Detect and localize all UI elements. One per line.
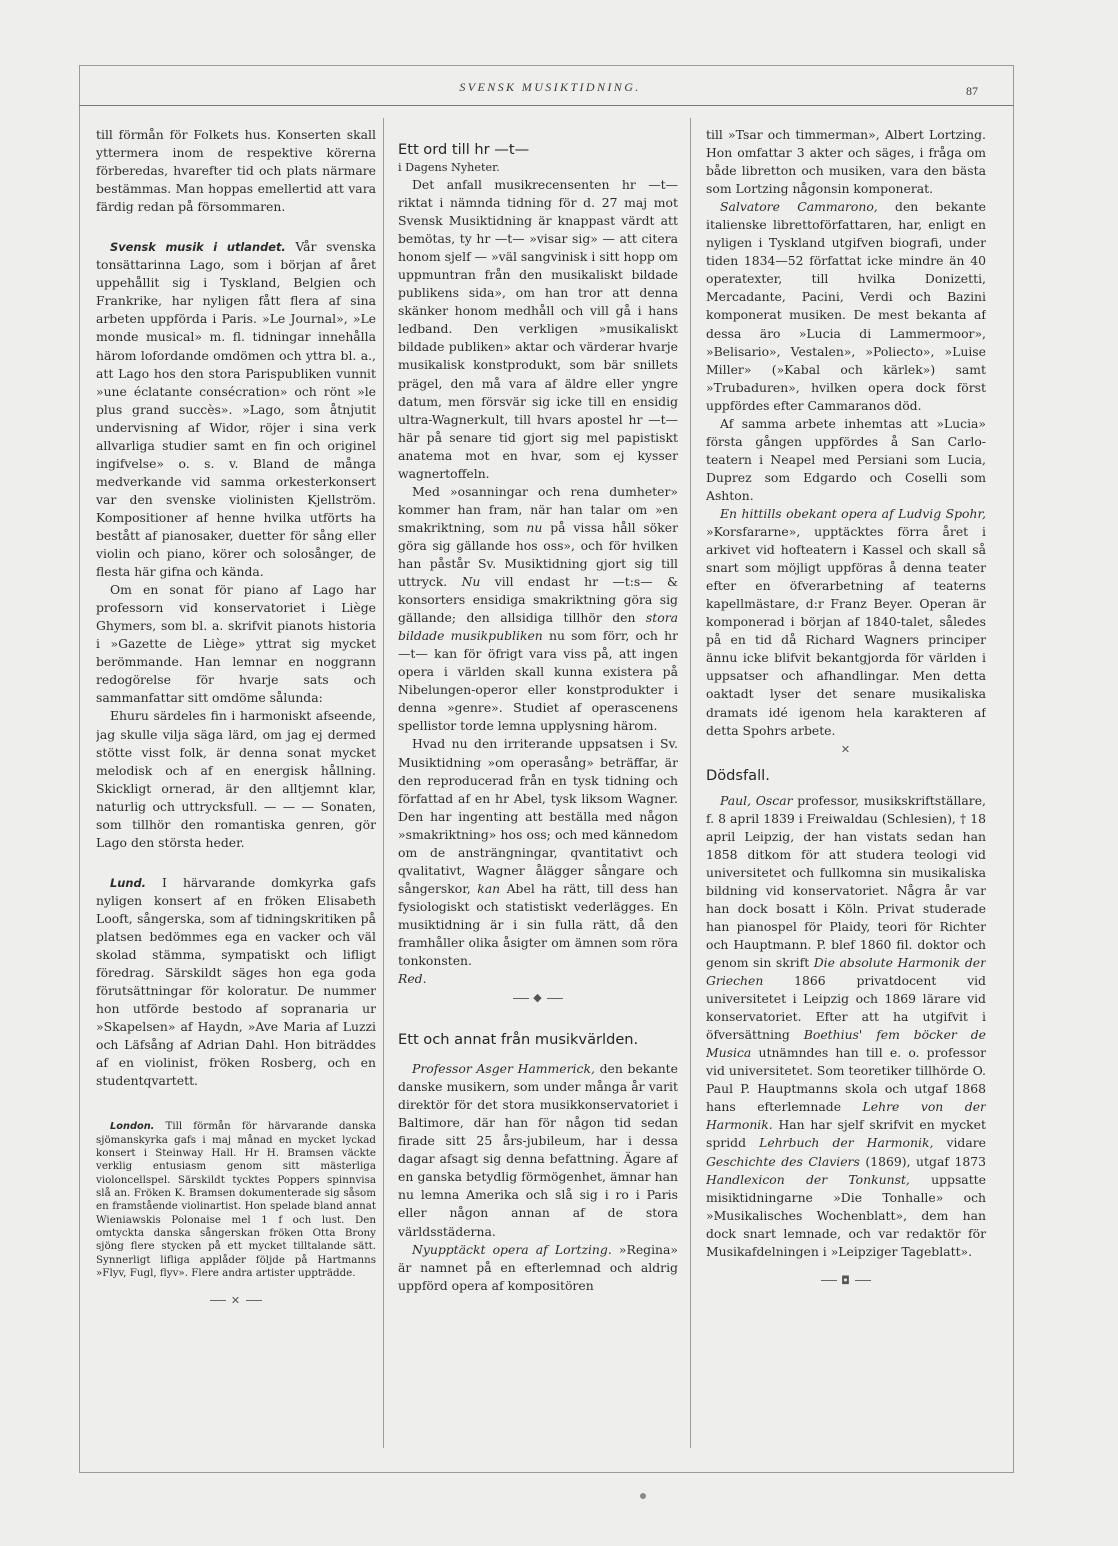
quote-paragraph: Ehuru särdeles fin i harmoniskt afseende, jag skulle vilja säga lärd, om jag ej dermed stötte visst folk, är denna sonat mycket melodisk och af en energisk hållning. Skickligt ornerad, är den alltjemnt klar, naturlig och uttrycksfull. — — — Sonaten, som tillhör den romantiska genren, gör Lago den största heder.: [96, 708, 376, 850]
svensk-musik-text: Vår svenska tonsättarinna Lago, som i början af året uppehållit sig i Tyskland, Belgien och Frankrike, har nyligen fått flera af sina arbeten uppförda i Paris. »Le Journal», »Le monde musical» m. fl. tidningar innehålla härom lofordande omdömen och yttra bl. a., att Lago hos den stora Parispubliken vunnit »une éclatante consécration» och rönt »le plus grand succès». »Lago, som åtnjutit undervisning af Widor, röjer i sina verk allvarliga studier samt en fin och originel ingifvelse» o. s. v. Bland de många medverkande vid samma orkesterkonsert var den svenske violinisten Kjellström. Kompositioner af henne hvilka utförts ha bestått af pianosaker, duetter för sång eller violin och piano, körer och solosånger, de flesta här gifna och kända.: [96, 239, 376, 580]
column-divider-1: [383, 118, 384, 1448]
paul-obituary: Paul, Oscar professor, musikskriftställare, f. 8 april 1839 i Freiwaldau (Schlesien), † 18 april Leipzig, der han vistats sedan han 1858 ditkom för att studera teologi vid universitetet och fullkomna sin musikaliska bildning vid konservatoriet. Några år var han dock bosatt i Köln. Privat studerade han pianospel för Plaidy, teori för Richter och Hauptmann. P. blef 1860 fil. doktor och genom sin skrift Die absolute Harmonik der Griechen 1866 privatdocent vid universitetet i Leipzig och 1869 lärare vid konservatoriet. Efter att ha utgifvit i öfversättning Boethius' fem böcker de Musica utnämndes han till e. o. professor vid universitetet. Som teoretiker tillhörde O. Paul P. Hauptmanns skola och utgaf 1868 hans efterlemnade Lehre von der Harmonik. Han har sjelf skrifvit en mycket spridd Lehrbuch der Harmonik, vidare Geschichte des Claviers (1869), utgaf 1873 Handlexicon der Tonkunst, uppsatte misiktidningarne »Die Tonhalle» och »Musikalisches Wochenblatt», dem han dock snart lemnade, och var redaktör för Musikafdelningen i »Leipziger Tageblatt».: [706, 792, 986, 1259]
editor-signature: Red.: [398, 971, 427, 987]
article-headline-ett-ord: Ett ord till hr —t—: [398, 141, 530, 158]
svensk-musik-heading: Svensk musik i utlandet.: [110, 240, 286, 255]
svensk-musik-article: [96, 238, 376, 581]
london-text: Till förmån för härvarande danska sjömanskyrka gafs i maj månad en mycket lyckad konsert i Steinway Hall. Hr H. Bramsen väckte verklig entusiasm genom sitt mästerliga violoncellspel. Särskildt tycktes Poppers spinnvisa slå an. Fröken K. Bramsen dokumenterade sig såsom en framstående violinartist. Hon spelade bland annat Wieniawskis Polonaise mel 1 f och lust. Den omtyckta danska sångerskan fröken Otta Brony sjöng flere stycken på ett mycket tilltalande sätt. Synnerligt lifliga applåder följde på Hartmanns »Flyv, Fugl, flyv». Flere andra artister uppträdde.: [96, 1120, 376, 1280]
london-heading: London.: [110, 1121, 155, 1133]
article-headline-dodsfall: Dödsfall.: [706, 766, 770, 784]
lund-text: I härvarande domkyrka gafs nyligen konsert af en fröken Elisabeth Looft, sångerska, som af tidningskritiken på platsen bedömmes ega en vacker och väl skolad stämma, sympatiskt och lifligt föredrag. Särskildt säges hon ega goda förutsättningar för koloratur. De nummer hon utförde bestodo af sopranaria ur »Skapelsen» af Haydn, »Ave Maria af Luzzi och Läfsång af Adrian Dahl. Hon biträddes af en violinist, fröken Rosberg, och en studentqvartett.: [96, 874, 376, 1089]
column-1: [96, 126, 376, 1426]
column-1-end-ornament: ✕: [96, 1293, 376, 1309]
lortzing-continued: till »Tsar och timmerman», Albert Lortzing. Hon omfattar 3 akter och säges, i fråga om både libretton och musiken, vara den bästa som Lortzing någonsin komponerat.: [706, 127, 986, 197]
spohr-paragraph: En hittills obekant opera af Ludvig Spohr, »Korsfararne», upptäcktes förra året i arkivet vid hofteatern i Kassel och skall så snart som möjligt uppföras å denna teater efter en öfverarbetning af teaterns kapellmästare, d:r Franz Beyer. Operan är komponerad i början af 1840-talet, således på en tid då Richard Wagners principer ännu icke blifvit bekantgjorda för världen i uppsatser och afhandlingar. Men detta oaktadt lyser det senare musikaliska dramats idé igenom hela karakteren af detta Spohrs arbete.: [706, 505, 986, 738]
section-ornament-2: ✕: [840, 742, 852, 756]
column-3-end-ornament: ◘: [706, 1273, 986, 1289]
column-3: [706, 126, 986, 1426]
column-2: [398, 126, 678, 1426]
sonat-paragraph: Om en sonat för piano af Lago har professorn vid konservatoriet i Liège Ghymers, som bl. a. skrifvit pianots historia i »Gazette de Liège» yttrat sig mycket berömmande. Han lemnar en noggrann redogörelse för hvarje sats och sammanfattar sitt omdöme sålunda:: [96, 582, 376, 706]
lortzing-paragraph: Nyupptäckt opera af Lortzing. »Regina» är namnet på en efterlemnad och aldrig uppförd opera af kompositören: [398, 1241, 678, 1293]
paper-speck: [640, 1493, 646, 1499]
lucia-paragraph: Af samma arbete inhemtas att »Lucia» första gången uppfördes å San Carlo-teatern i Neapel med Persiani som Lucia, Duprez som Edgardo och Coselli som Ashton.: [706, 415, 986, 503]
london-article: [96, 1120, 376, 1280]
section-ornament: ◆: [398, 990, 678, 1006]
header-rule: [79, 105, 1014, 106]
running-title: SVENSK MUSIKTIDNING.: [459, 80, 641, 94]
page-number: 87: [966, 84, 978, 98]
lund-heading: Lund.: [110, 875, 146, 890]
hammerick-paragraph: Professor Asger Hammerick, den bekante danske musikern, som under många år varit direktör för det stora musikkonservatoriet i Baltimore, där han för någon tid sedan firade sitt 25 års-jubileum, har i dessa dagar afsagt sig denna befattning. Ägare af en ganska betydlig förmögenhet, ämnar han nu lemna Amerika och slå sig i ro i Paris eller någon annan af de stora världsstäderna.: [398, 1061, 678, 1239]
lund-article: [96, 874, 376, 1091]
intro-paragraph: till förmån för Folkets hus. Konserten skall yttermera inom de respektive körerna förberedas, hvarefter tid och plats närmare bestämmas. Man hoppas emellertid att vara färdig redan på försommaren.: [96, 127, 376, 215]
cammarano-paragraph: Salvatore Cammarono, den bekante italienske librettoförfattaren, har, enligt en nyligen i Tyskland utgifven biografi, under tiden 1834—52 författat icke mindre än 40 operatexter, till hvilka Donizetti, Mercadante, Pacini, Verdi och Bazini komponerat musiken. De mest bekanta af dessa äro »Lucia di Lammermoor», »Belisario», Vestalen», »Poliecto», »Luise Miller» (»Kabal och kärlek») samt »Trubaduren», hvilken opera dock först uppfördes efter Cammaranos död.: [706, 199, 986, 413]
ett-ord-paragraph-3: Hvad nu den irriterande uppsatsen i Sv. Musiktidning »om operasång» beträffar, är den reproducerad från en tysk tidning och författad af en hr Abel, tysk liksom Wagner. Den har ingenting att beställa med någon »smakriktning» hos oss; och med kännedom om de ansträngningar, qvantitativt och qvalitativt, Wagner ålägger sångare och sångerskor, kan Abel ha rätt, till dess han fysiologiskt och statistiskt vederlägges. En musiktidning är i sin fulla rätt, då den framhåller olika åsigter om ämnen som röra tonkonsten.: [398, 736, 678, 969]
ett-ord-paragraph-2: Med »osanningar och rena dumheter» kommer han fram, när han talar om »en smakriktning, som nu på vissa håll söker göra sig gällande hos oss», och för hvilken han påstår Sv. Musiktidning gjort sig till uttryck. Nu vill endast hr —t:s— & konsorters ensidiga smakriktning göra sig gällande; den allsidiga tillhör den stora bildade musikpubliken nu som förr, och hr —t— kan för öfrigt vara viss på, att ingen opera i världen skall kunna existera på Nibelungen-operor eller konstprodukter i denna »genre». Studiet af operascenens spellistor torde lemna upplysning härom.: [398, 483, 678, 734]
article-headline-ett-och-annat: Ett och annat från musikvärlden.: [398, 1031, 639, 1049]
column-divider-2: [690, 118, 691, 1448]
ett-ord-paragraph-1: Det anfall musikrecensenten hr —t— riktat i nämnda tidning för d. 27 maj mot Svensk Musiktidning är knappast värdt att bemötas, ty hr —t— »visar sig» — att citera honom sjelf — »väl sangvinisk i sitt hopp om uppmuntran från den musikaliskt bildade publikens sida», om han tror att denna skänker honom medhåll och vill gå i hans ledband. Den verkligen »musikaliskt bildade publiken» aktar och värderar hvarje musikalisk konstprodukt, som bär snillets prägel, den må vara af äldre eller yngre datum, men försvär sig icke till en ensidig ultra-Wagnerkult, till hvars apostel hr —t— här på senare tid gjort sig mel papistiskt anatema mot en hvar, som ej kysser wagnertoffeln.: [398, 177, 678, 481]
article-subline: i Dagens Nyheter.: [398, 161, 500, 174]
